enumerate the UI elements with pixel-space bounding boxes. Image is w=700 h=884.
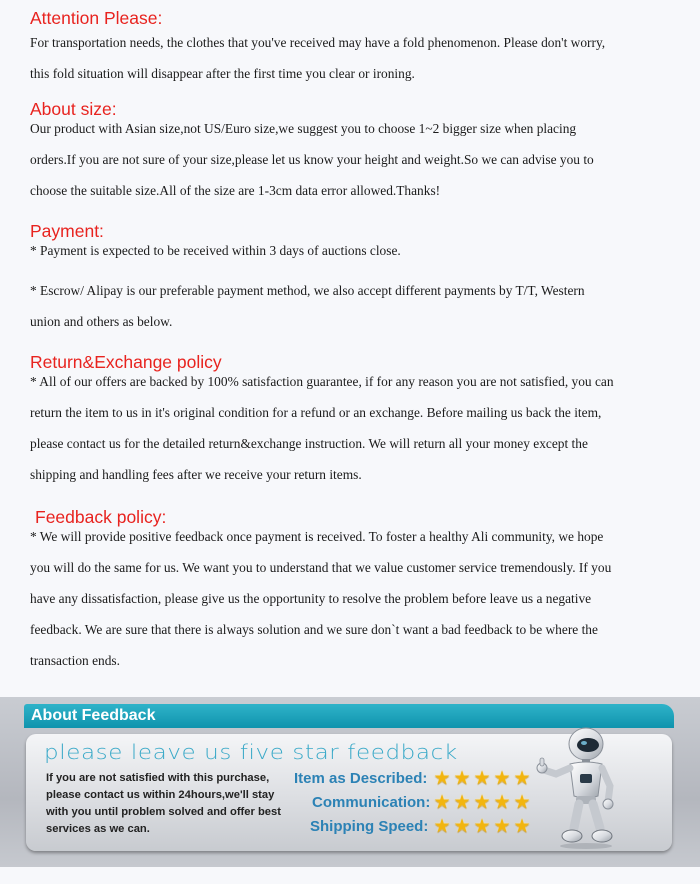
return-policy-line-4: shipping and handling fees after we receive your return items. (30, 467, 362, 482)
star-icon: ★ (453, 816, 471, 837)
rating-label-communication: Communication: (312, 794, 431, 811)
robot-icon (536, 724, 626, 850)
feedback-policy-text (30, 521, 680, 676)
return-policy-text (30, 366, 680, 490)
feedback-policy-line-4: feedback. We are sure that there is always solution and we sure don`t want a bad feedback to be where the (30, 622, 598, 637)
about-size-heading: About size: (30, 99, 117, 119)
return-policy-line-1: * All of our offers are backed by 100% satisfaction guarantee, if for any reason you are not satisfied, you can (30, 374, 614, 389)
attention-heading: Attention Please: (30, 8, 163, 28)
star-icon: ★ (513, 816, 531, 837)
rating-label-shipping-speed: Shipping Speed: (310, 818, 429, 835)
attention-text (30, 27, 680, 89)
star-icon: ★ (473, 816, 491, 837)
star-icon: ★ (433, 768, 451, 789)
feedback-policy-line-1: * We will provide positive feedback once payment is received. To foster a healthy Ali community, we hope (30, 529, 604, 544)
banner-text-line-2: please contact us within 24hours,we'll stay (46, 789, 275, 801)
feedback-policy-heading: Feedback policy: (35, 507, 167, 527)
return-policy-section (30, 352, 680, 490)
about-size-text (30, 113, 680, 206)
star-icon: ★ (493, 816, 511, 837)
payment-text (30, 235, 680, 337)
star-icon: ★ (453, 792, 471, 813)
star-icon: ★ (473, 768, 491, 789)
feedback-banner-title: About Feedback (31, 707, 156, 724)
star-icon: ★ (473, 792, 491, 813)
about-size-line-3: choose the suitable size.All of the size are 1-3cm data error allowed.Thanks! (30, 183, 441, 198)
rating-stars-shipping-speed (432, 816, 532, 839)
star-icon: ★ (453, 768, 471, 789)
rating-stars-communication (432, 792, 532, 815)
attention-line-2: this fold situation will disappear after the first time you clear or ironing. (30, 66, 415, 81)
star-icon: ★ (493, 768, 511, 789)
return-policy-heading: Return&Exchange policy (30, 352, 222, 372)
payment-heading: Payment: (30, 221, 104, 241)
rating-label-item-as-described: Item as Described: (294, 770, 428, 787)
payment-line-3: union and others as below. (30, 314, 173, 329)
star-icon: ★ (433, 792, 451, 813)
star-icon: ★ (493, 792, 511, 813)
feedback-policy-line-2: you will do the same for us. We want you to understand that we value customer service tremendously. If you (30, 560, 612, 575)
banner-text-line-3: with you until problem solved and offer best (46, 806, 281, 818)
attention-section (30, 8, 680, 89)
payment-section (30, 221, 680, 337)
return-policy-line-3: please contact us for the detailed return&exchange instruction. We will return all your money except the (30, 436, 588, 451)
star-icon: ★ (513, 768, 531, 789)
banner-text-line-1: If you are not satisfied with this purchase, (46, 772, 270, 784)
return-policy-line-2: return the item to us in it's original condition for a refund or an exchange. Before mailing us back the item, (30, 405, 602, 420)
feedback-policy-line-5: transaction ends. (30, 653, 120, 668)
star-icon: ★ (433, 816, 451, 837)
banner-text-line-4: services as we can. (46, 823, 150, 835)
about-size-line-2: orders.If you are not sure of your size,please let us know your height and weight.So we can advise you to (30, 152, 594, 167)
about-size-section (30, 99, 680, 206)
payment-line-1: * Payment is expected to be received within 3 days of auctions close. (30, 243, 401, 258)
payment-line-2: * Escrow/ Alipay is our preferable payment method, we also accept different payments by T/T, Western (30, 283, 585, 298)
feedback-banner-text (46, 770, 281, 838)
five-star-heading: please leave us five star feedback (44, 741, 458, 765)
feedback-policy-section (30, 507, 680, 676)
attention-line-1: For transportation needs, the clothes that you've received may have a fold phenomenon. Please don't worry, (30, 35, 606, 50)
bottom-strip (0, 867, 700, 884)
rating-stars-item-as-described (432, 768, 532, 791)
star-icon: ★ (513, 792, 531, 813)
feedback-policy-line-3: have any dissatisfaction, please give us the opportunity to resolve the problem before leave us a negative (30, 591, 592, 606)
about-size-line-1: Our product with Asian size,not US/Euro size,we suggest you to choose 1~2 bigger size when placing (30, 121, 577, 136)
